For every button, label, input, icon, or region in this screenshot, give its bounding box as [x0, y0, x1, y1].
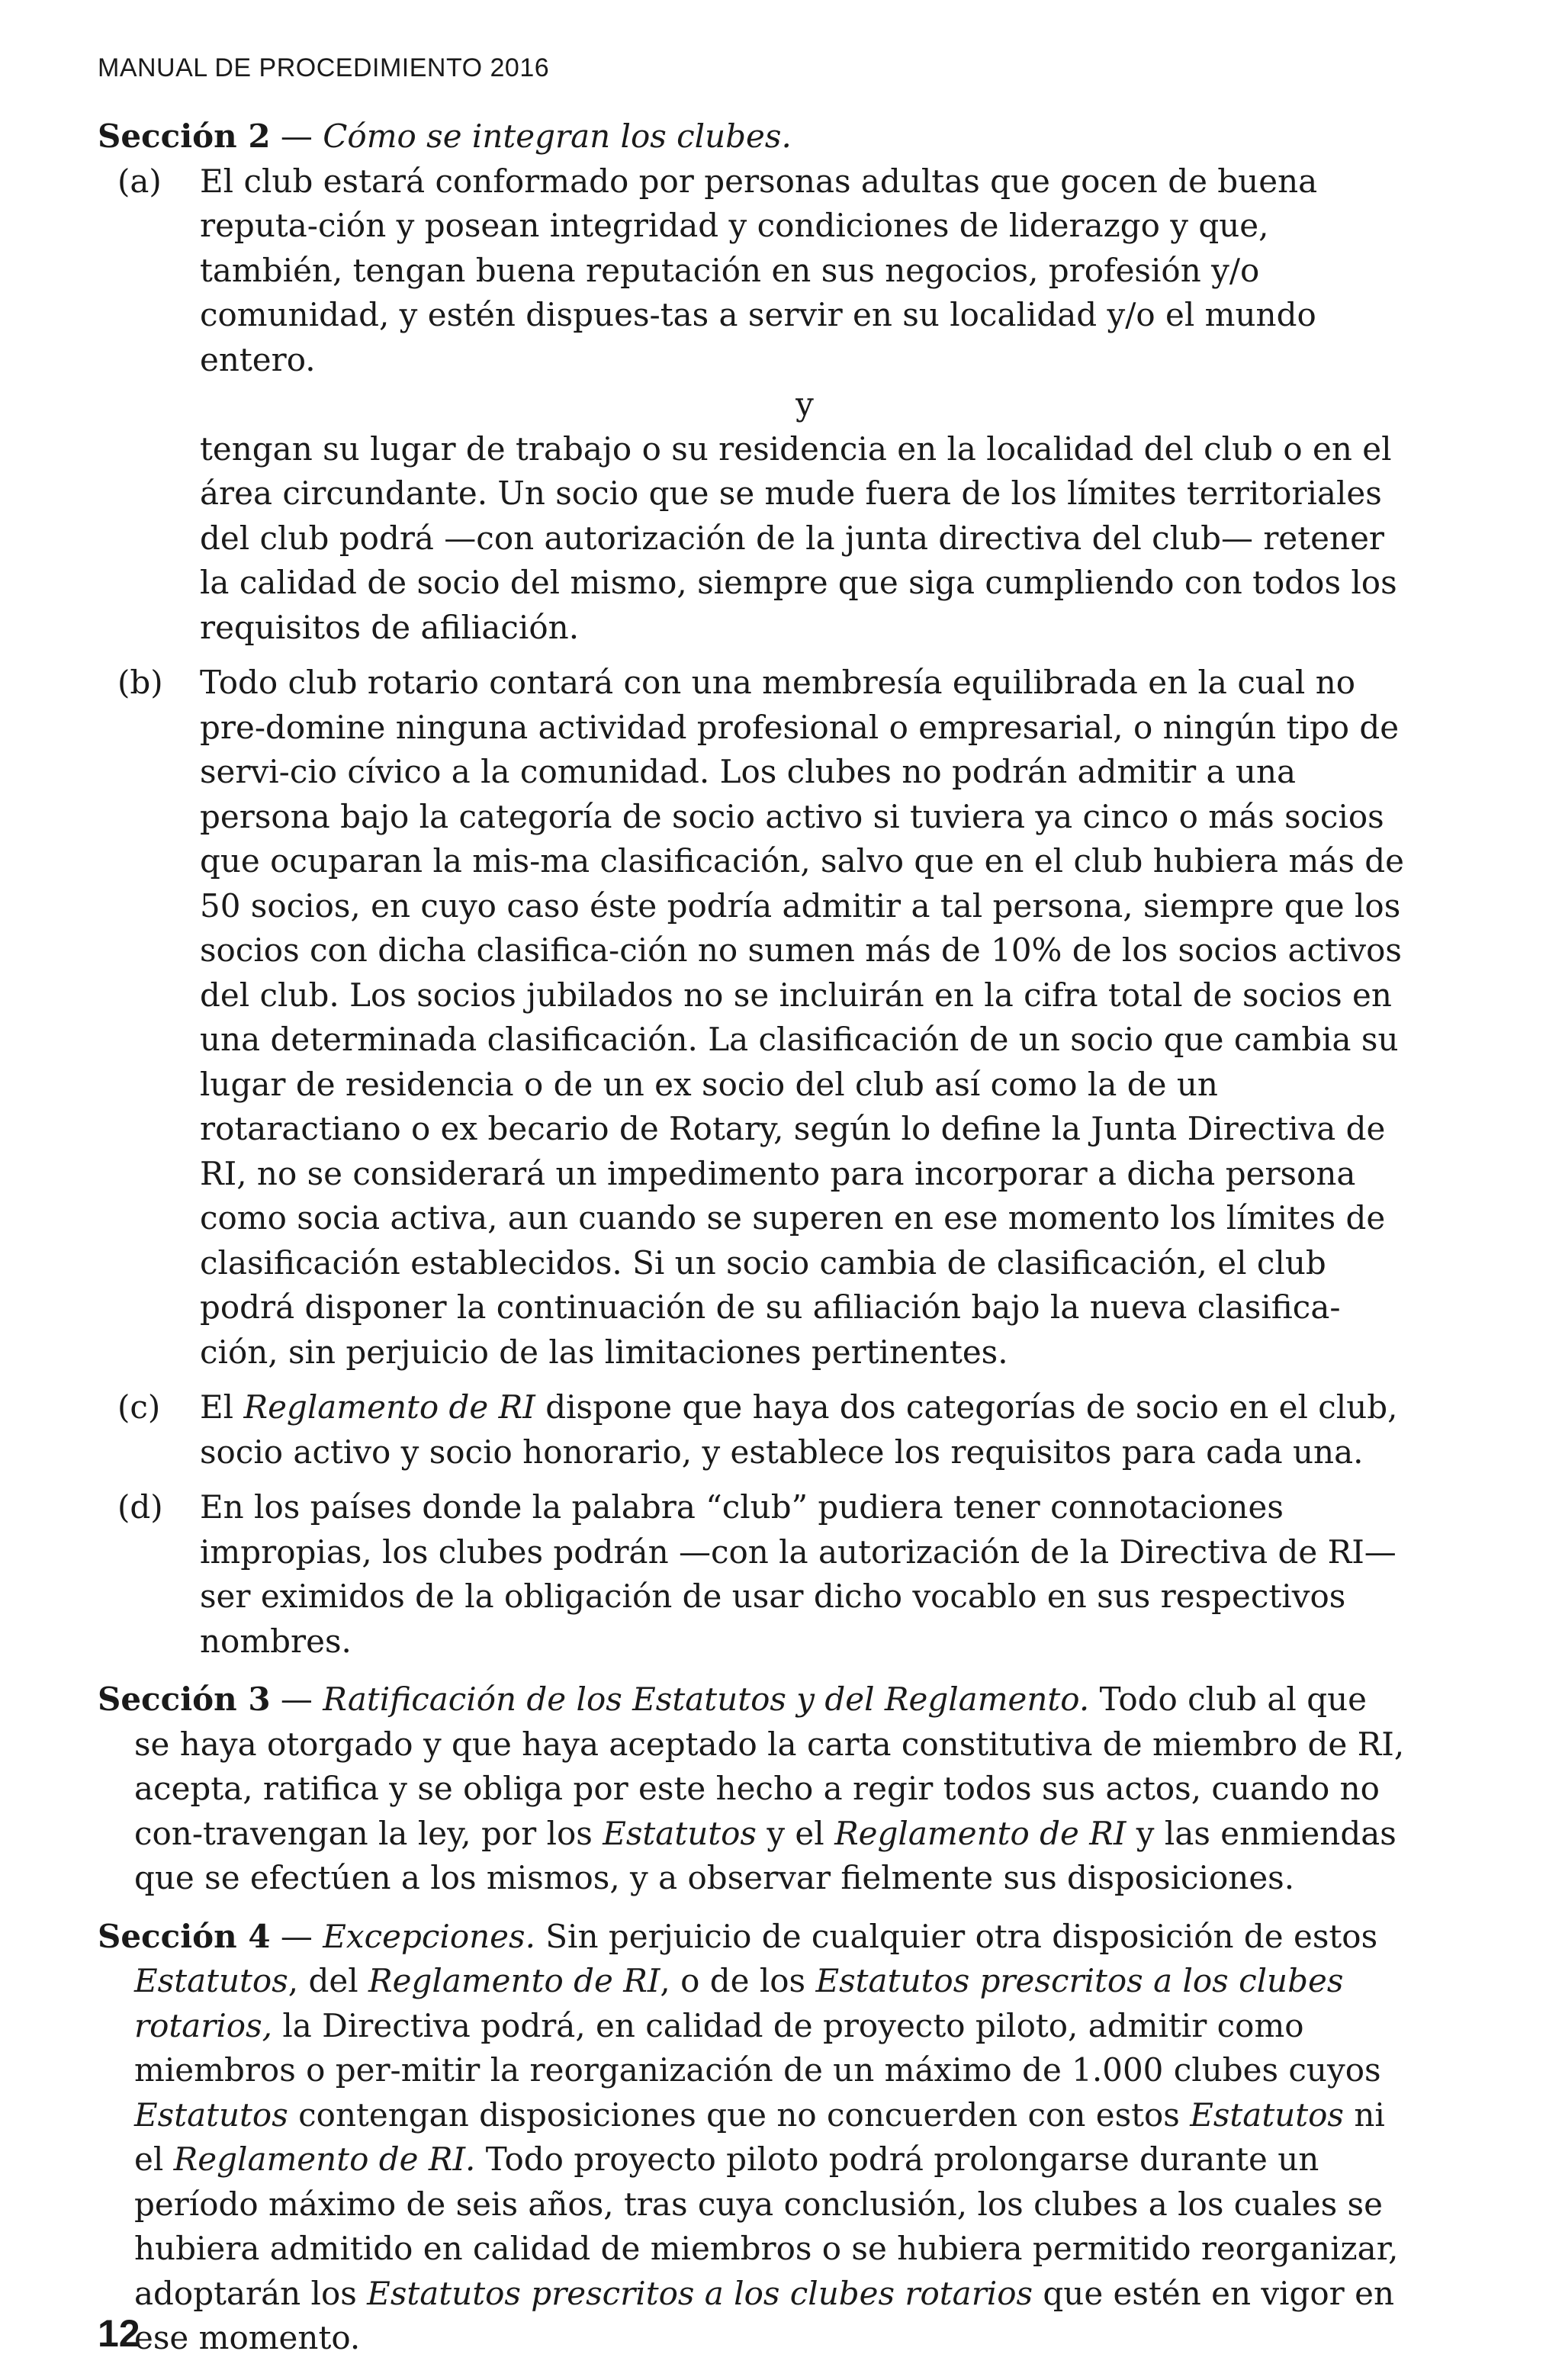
text-run: Todo proyecto piloto podrá prolongarse durante un período máximo de seis años, tras cuya conclusión, los clubes a los cuales se hubiera admitido en calidad de miembros o se hubiera permitido reorganizar, adoptarán los	[134, 2140, 1399, 2312]
text-run: Sin perjuicio de cualquier otra disposición de estos	[535, 1917, 1378, 1955]
section-3-title: Ratificación de los Estatutos y del Reglamento.	[323, 1680, 1090, 1718]
section-4	[98, 1915, 1409, 2361]
section-2-title: Cómo se integran los clubes.	[323, 117, 792, 155]
italic-run: Reglamento de RI	[368, 1962, 660, 1999]
running-head: MANUAL DE PROCEDIMIENTO 2016	[98, 53, 550, 82]
clause-letter: (d)	[117, 1488, 163, 1526]
section-3	[98, 1677, 1409, 1901]
clause-a-conjunction: y	[795, 385, 814, 423]
section-3-label: Sección 3	[98, 1680, 271, 1718]
text-run: , o de los	[660, 1962, 816, 1999]
page-body	[98, 114, 1409, 2361]
section-4-label: Sección 4	[98, 1917, 271, 1955]
text-run: y el	[756, 1814, 835, 1852]
clause-letter: (c)	[117, 1388, 161, 1426]
section-dash: —	[270, 1680, 323, 1718]
italic-run: Reglamento de RI	[834, 1814, 1127, 1852]
clause-d	[98, 1485, 1409, 1664]
text-run: El	[200, 1388, 244, 1426]
text-run: la Directiva podrá, en calidad de proyecto piloto, admitir como miembros o per-mitir la reorganización de un máximo de 1.000 clubes cuyos	[134, 2006, 1381, 2089]
clause-a-text-2: tengan su lugar de trabajo o su residencia en la localidad del club o en el área circundante. Un socio que se mude fuera de los límites territoriales del club podrá —con autorización de la junta directiva del club— retener la calidad de socio del mismo, siempre que siga cumpliendo con todos los requisitos de afiliación.	[200, 429, 1397, 646]
clause-a-text-1: El club estará conformado por personas adultas que gocen de buena reputa-ción y posean integridad y condiciones de liderazgo y que, también, tengan buena reputación en sus negocios, profesión y/o comunidad, y estén dispues-tas a servir en su localidad y/o el mundo entero.	[200, 162, 1318, 378]
section-dash: —	[270, 117, 323, 155]
section-dash: —	[270, 1917, 323, 1955]
italic-run: Reglamento de RI.	[173, 2140, 476, 2178]
italic-run: Estatutos	[134, 2095, 288, 2134]
text-run: y las enmiendas que se efectúen a los mismos, y a observar fielmente sus disposiciones.	[134, 1814, 1396, 1896]
clause-letter: (b)	[117, 664, 163, 701]
page-number: 12	[98, 2312, 140, 2355]
italic-run: Estatutos	[134, 1962, 288, 1999]
clause-c	[98, 1385, 1409, 1475]
text-run: , del	[288, 1962, 369, 1999]
clause-b	[98, 661, 1409, 1375]
italic-run: Reglamento de RI	[243, 1388, 535, 1426]
text-run: contengan disposiciones que no concuerden con estos	[288, 2095, 1191, 2134]
clause-b-text: Todo club rotario contará con una membresía equilibrada en la cual no pre-domine ninguna actividad profesional o empresarial, o ningún tipo de servi-cio cívico a la comunidad. Los clubes no podrán admitir a una persona bajo la categoría de socio activo si tuviera ya cinco o más socios que ocuparan la mis-ma clasificación, salvo que en el club hubiera más de 50 socios, en cuyo caso éste podría admitir a tal persona, siempre que los socios con dicha clasifica-ción no sumen más de 10% de los socios activos del club. Los socios jubilados no se incluirán en la cifra total de socios en una determinada clasificación. La clasificación de un socio que cambia su lugar de residencia o de un ex socio del club así como la de un rotaractiano o ex becario de Rotary, según lo define la Junta Directiva de RI, no se considerará un impedimento para incorporar a dicha persona como socia activa, aun cuando se superen en ese momento los límites de clasificación establecidos. Si un socio cambia de clasificación, el club podrá disponer la continuación de su afiliación bajo la nueva clasifica-ción, sin perjuicio de las limitaciones pertinentes.	[200, 664, 1404, 1371]
text-run: ni el	[134, 2095, 1385, 2178]
text-run: que estén en vigor en ese momento.	[134, 2274, 1395, 2356]
clause-d-text: En los países donde la palabra “club” pudiera tener connotaciones impropias, los clubes podrán —con la autorización de la Directiva de RI— ser eximidos de la obligación de usar dicho vocablo en sus respectivos nombres.	[200, 1488, 1396, 1660]
section-2-label: Sección 2	[98, 117, 271, 155]
italic-run: Estatutos	[1190, 2095, 1344, 2134]
clause-a	[98, 159, 1409, 651]
section-2-heading	[98, 114, 1409, 159]
text-run: dispone que haya dos categorías de socio en el club, socio activo y socio honorario, y establece los requisitos para cada una.	[200, 1388, 1398, 1471]
italic-run: Estatutos prescritos a los clubes rotarios,	[134, 1962, 1344, 2044]
italic-run: Estatutos prescritos a los clubes rotarios	[367, 2274, 1033, 2312]
italic-run: Estatutos	[603, 1814, 757, 1852]
clause-letter: (a)	[117, 162, 162, 200]
clause-c-text	[200, 1385, 1409, 1475]
section-4-title: Excepciones.	[323, 1917, 535, 1955]
text-run: Todo club al que se haya otorgado y que haya aceptado la carta constitutiva de miembro de RI, acepta, ratifica y se obliga por este hecho a regir todos sus actos, cuando no con-travengan la ley, por los	[134, 1680, 1405, 1852]
